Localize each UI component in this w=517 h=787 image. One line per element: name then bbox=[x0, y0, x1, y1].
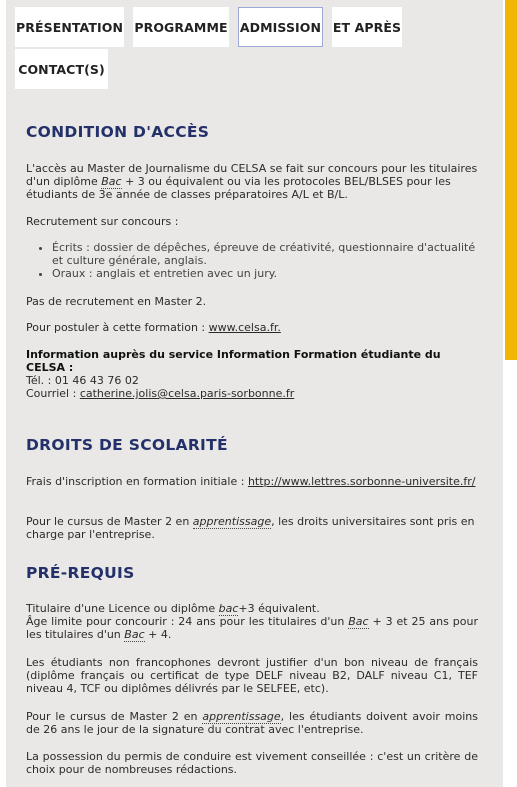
tel-text: Tél. : 01 46 43 76 02 bbox=[26, 374, 139, 387]
prerequis-p1 bbox=[26, 602, 478, 641]
age-text: Âge limite pour concourir : 24 ans pour les titulaires d'un bbox=[26, 615, 349, 628]
droits-frais bbox=[26, 475, 478, 488]
contact-info bbox=[26, 348, 478, 400]
age-text: + 3 et 25 ans pour les titulaires d'un bbox=[26, 615, 478, 641]
m2-text-a: Pour le cursus de Master 2 en bbox=[26, 515, 193, 528]
apprentissage-text: Pour le cursus de Master 2 en bbox=[26, 710, 203, 723]
age-text: + 4. bbox=[144, 628, 172, 641]
tab-contacts[interactable]: CONTACT(S) bbox=[15, 49, 108, 89]
email-link[interactable]: catherine.jolis@celsa.paris-sorbonne.fr bbox=[79, 387, 295, 400]
condition-title: CONDITION D'ACCÈS bbox=[26, 123, 210, 141]
condition-paragraph bbox=[26, 162, 478, 201]
postuler-text: Pour postuler à cette formation : bbox=[26, 321, 209, 334]
abbr-bac: bac bbox=[218, 602, 239, 615]
sorbonne-link[interactable]: http://www.lettres.sorbonne-universite.fr/ bbox=[247, 475, 476, 488]
abbr-bac: Bac bbox=[348, 615, 369, 628]
permis-text: La possession du permis de conduire est vivement conseillée : c'est un critère de choix pour de nombreuses rédactions. bbox=[26, 750, 478, 776]
tab-programme[interactable]: PROGRAMME bbox=[133, 7, 229, 47]
prerequis-title: PRÉ-REQUIS bbox=[26, 564, 135, 582]
tab-admission[interactable]: ADMISSION bbox=[238, 7, 323, 47]
tab-et-apres[interactable]: ET APRÈS bbox=[332, 7, 402, 47]
no-recrutement-text: Pas de recrutement en Master 2. bbox=[26, 295, 207, 308]
condition-text-a: L'accès au Master de Journalisme du CELSA se fait sur concours pour les titulaires d'un diplôme bbox=[26, 162, 478, 188]
recrutement-list bbox=[26, 241, 478, 280]
frais-text: Frais d'inscription en formation initiale : bbox=[26, 475, 248, 488]
abbr-bac: Bac bbox=[101, 175, 122, 188]
courriel-label: Courriel : bbox=[26, 387, 80, 400]
droits-title: DROITS DE SCOLARITÉ bbox=[26, 436, 228, 454]
list-item: • Écrits : dossier de dépêches, épreuve de créativité, questionnaire d'actualité et culture générale, anglais. bbox=[52, 241, 478, 267]
prerequis-text: +3 équivalent. bbox=[238, 602, 320, 615]
section-condition bbox=[26, 123, 478, 141]
apprentissage-text: , les étudiants doivent avoir moins de 26 ans le jour de la signature du contrat avec l'entreprise. bbox=[26, 710, 478, 736]
abbr-apprentissage: apprentissage bbox=[192, 515, 272, 528]
recrutement-label: Recrutement sur concours : bbox=[26, 215, 179, 228]
condition-text-b: + 3 ou équivalent ou via les protocoles BEL/BLSES pour les étudiants de 3e année de classes préparatoires A/L et B/L. bbox=[26, 175, 451, 201]
list-item: • Oraux : anglais et entretien avec un jury. bbox=[52, 267, 478, 280]
celsa-link[interactable]: www.celsa.fr. bbox=[208, 321, 281, 334]
prerequis-text: Titulaire d'une Licence ou diplôme bbox=[26, 602, 219, 615]
info-heading: Information auprès du service Information Formation étudiante du CELSA : bbox=[26, 348, 441, 374]
prerequis-p4 bbox=[26, 710, 478, 736]
droits-m2 bbox=[26, 515, 478, 541]
abbr-apprentissage: apprentissage bbox=[202, 710, 281, 723]
accent-bar bbox=[505, 0, 517, 360]
francophone-text: Les étudiants non francophones devront justifier d'un bon niveau de français (diplôme français ou certificat de type DELF niveau B2, DALF niveau C1, TEF niveau 4, TCF ou diplômes délivrés par le SELFEE, etc). bbox=[26, 656, 478, 695]
abbr-bac: Bac bbox=[124, 628, 145, 641]
m2-text-b: , les droits universitaires sont pris en charge par l'entreprise. bbox=[26, 515, 475, 541]
tab-presentation[interactable]: PRÉSENTATION bbox=[15, 7, 124, 47]
